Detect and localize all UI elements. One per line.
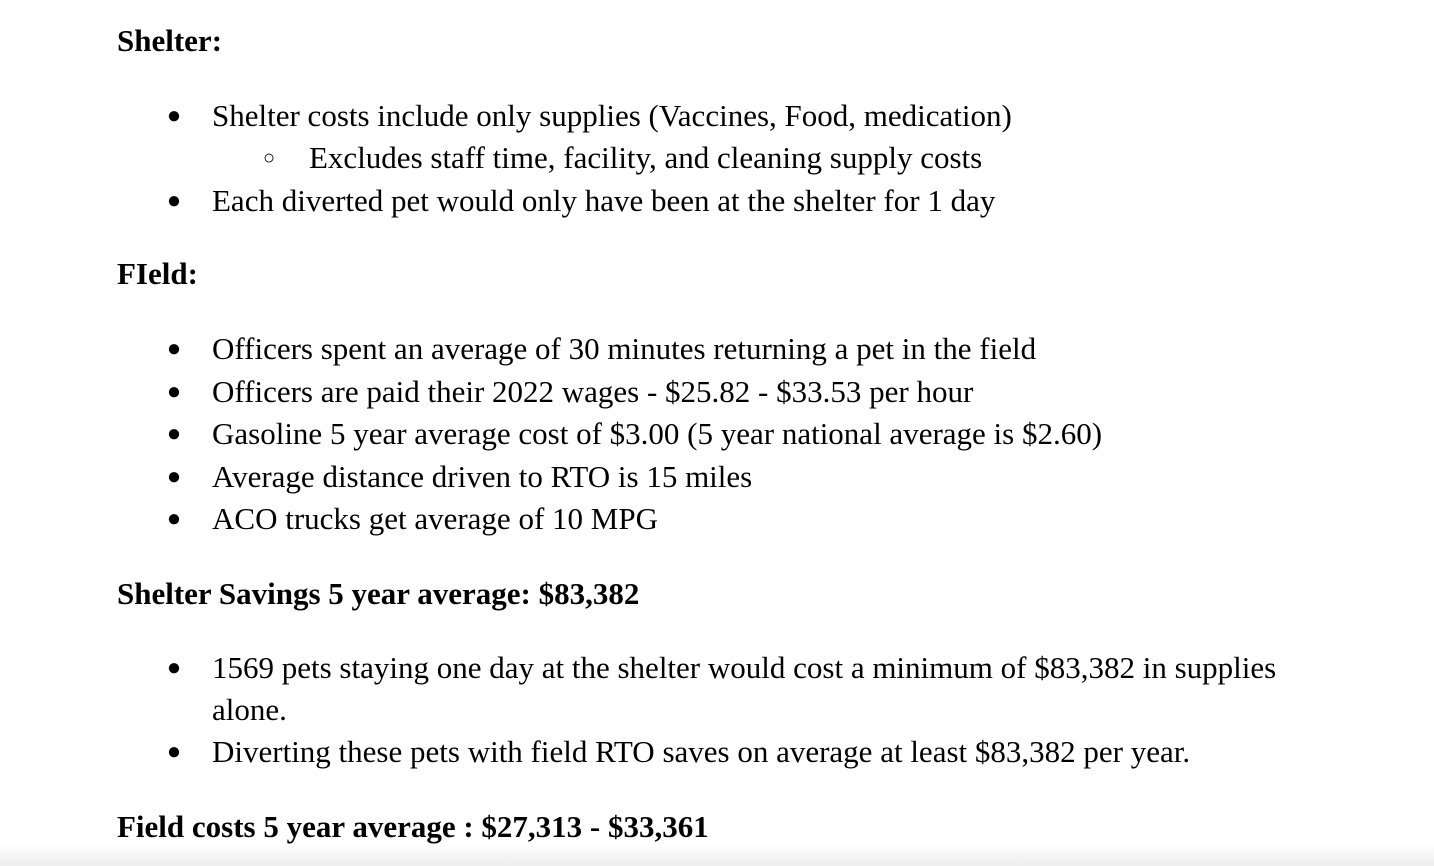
list-item-text: Each diverted pet would only have been at the shelter for 1 day (212, 183, 996, 218)
shelter-heading: Shelter: (117, 23, 223, 58)
hollow-bullet-icon: ○ (262, 147, 276, 169)
list-item-text: Shelter costs include only supplies (Vaccines, Food, medication) (212, 98, 1012, 133)
list-item-text: ACO trucks get average of 10 MPG (212, 501, 658, 536)
bullet-icon: ● (166, 506, 182, 532)
bullet-icon: ● (166, 379, 182, 405)
list-item-text: Officers spent an average of 30 minutes returning a pet in the field (212, 331, 1037, 366)
list-item-text: Diverting these pets with field RTO saves on average at least $83,382 per year. (212, 734, 1191, 769)
shelter-savings-heading: Shelter Savings 5 year average: $83,382 (117, 576, 640, 611)
list-item-text: Average distance driven to RTO is 15 miles (212, 459, 753, 494)
list-item-text: 1569 pets staying one day at the shelter would cost a minimum of $83,382 in supplies alone. (212, 650, 1277, 727)
list-item-text: Officers are paid their 2022 wages - $25.82 - $33.53 per hour (212, 374, 974, 409)
bullet-icon: ● (166, 336, 182, 362)
bottom-fade (0, 844, 1434, 866)
bullet-icon: ● (166, 739, 182, 765)
field-heading: FIeld: (117, 256, 198, 291)
sub-list-item-text: Excludes staff time, facility, and cleaning supply costs (309, 140, 983, 175)
bullet-icon: ● (166, 103, 182, 129)
field-costs-heading: Field costs 5 year average : $27,313 - $33,361 (117, 809, 709, 844)
list-item-text: Gasoline 5 year average cost of $3.00 (5 year national average is $2.60) (212, 416, 1103, 451)
bullet-icon: ● (166, 421, 182, 447)
bullet-icon: ● (166, 655, 182, 681)
bullet-icon: ● (166, 188, 182, 214)
bullet-icon: ● (166, 464, 182, 490)
